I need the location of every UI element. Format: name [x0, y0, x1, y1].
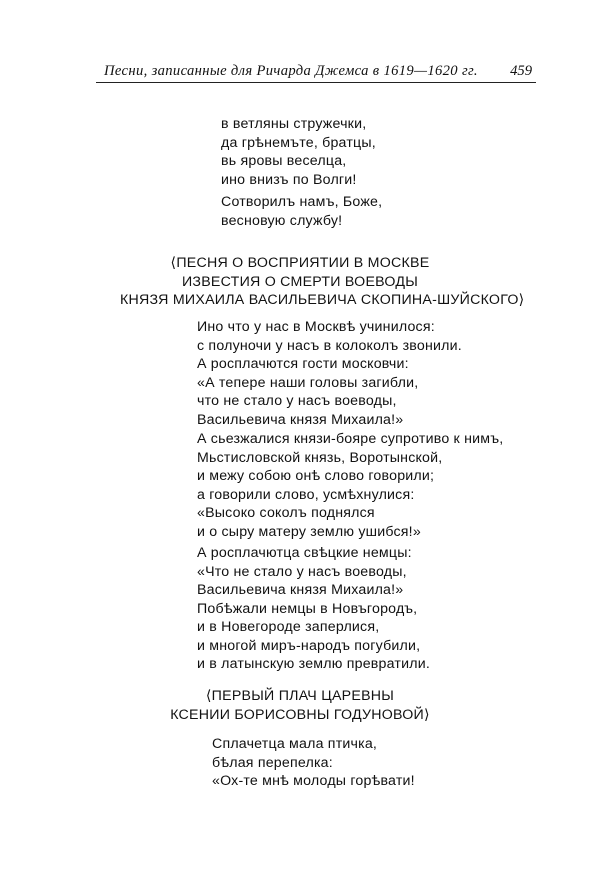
verse-line: вь яровы веселца, — [221, 153, 347, 169]
title-line: КСЕНИИ БОРИСОВНЫ ГОДУНОВОЙ⟩ — [170, 706, 430, 723]
verse-line: и многой миръ-народъ погубили, — [197, 637, 421, 654]
verse-line: а говорили слово, усмѣхнулися: — [197, 486, 415, 503]
verse-line: Сотворилъ намъ, Боже, — [221, 194, 383, 210]
verse-line: да грѣнемъте, братцы, — [221, 134, 376, 151]
stanza-4 — [197, 430, 503, 541]
song-title-skopin — [120, 254, 525, 310]
verse-line: А росплачются гости московчи: — [197, 356, 409, 372]
verse-line: Мьстисловской князь, Воротынской, — [197, 449, 443, 466]
verse-line: «А тепере наши головы загибли, — [197, 374, 419, 391]
verse-line: Ино что у нас в Москвѣ учинилося: — [197, 319, 435, 335]
verse-line: бѣлая перепелка: — [212, 754, 333, 771]
verse-line: «Что не стало у насъ воеводы, — [197, 563, 407, 580]
verse-line: и о сыру матеру землю ушибся!» — [197, 523, 421, 540]
verse-line: Побѣжали немцы в Новъгородъ, — [197, 600, 418, 617]
song-title-ksenia — [120, 687, 480, 724]
verse-line: А сьезжалися князи-бояре супротиво к нимъ, — [197, 431, 504, 447]
verse-line: «Ох-те мнѣ молоды горѣвати! — [212, 773, 415, 789]
title-line: ⟨ПЕРВЫЙ ПЛАЧ ЦАРЕВНЫ — [205, 688, 395, 704]
title-line: ⟨ПЕСНЯ О ВОСПРИЯТИИ В МОСКВЕ — [170, 255, 430, 271]
running-title: Песни, записанные для Ричарда Джемса в 1619—1620 гг. — [104, 63, 478, 79]
verse-line: и в Новегороде заперлися, — [197, 619, 380, 635]
header-rule — [96, 82, 536, 83]
verse-line: ино внизъ по Волги! — [221, 171, 357, 188]
stanza-3 — [197, 318, 462, 429]
verse-line: «Высоко соколъ поднялся — [197, 505, 375, 521]
stanza-6 — [212, 735, 415, 791]
title-line: ИЗВЕСТИЯ О СМЕРТИ ВОЕВОДЫ — [181, 273, 419, 290]
stanza-5 — [197, 544, 430, 674]
verse-line: А росплачютца свѣцкие немцы: — [197, 545, 412, 561]
title-line: КНЯЗЯ МИХАИЛА ВАСИЛЬЕВИЧА СКОПИНА-ШУЙСКОГО⟩ — [120, 292, 525, 308]
verse-line: в ветляны стружечки, — [221, 116, 367, 132]
stanza-2 — [221, 193, 382, 230]
stanza-1 — [221, 115, 376, 189]
running-header — [96, 56, 536, 82]
verse-line: весновую службу! — [221, 212, 343, 229]
verse-line: и в латынскую землю превратили. — [197, 656, 430, 672]
verse-line: Васильевича князя Михаила!» — [197, 582, 404, 598]
page-number: 459 — [510, 63, 532, 79]
verse-line: и межу собою онѣ слово говорили; — [197, 468, 435, 484]
verse-line: с полуночи у насъ в колоколъ звонили. — [197, 337, 462, 354]
verse-line: Сплачетца мала птичка, — [212, 736, 378, 752]
verse-line: что не стало у насъ воеводы, — [197, 393, 397, 409]
verse-line: Васильевича князя Михаила!» — [197, 411, 404, 428]
